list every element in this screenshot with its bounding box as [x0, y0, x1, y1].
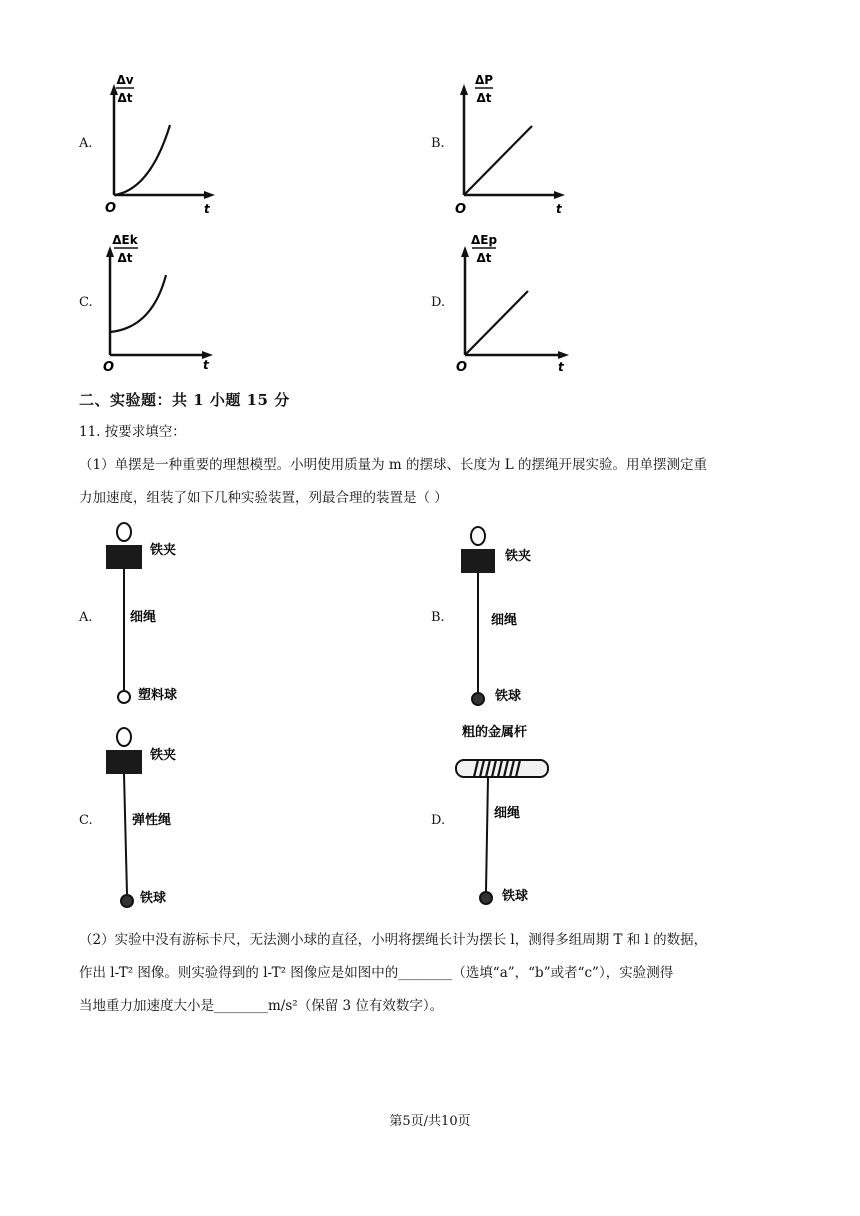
graph-c-curve [110, 275, 166, 332]
apparatus-a-middle-label: 细绳 [130, 610, 157, 625]
graph-d [450, 228, 580, 378]
graph-a-ylabel-den: Δt [117, 91, 133, 105]
page-footer: 第5页/共10页 [389, 1114, 471, 1129]
option-d-label: D. [431, 295, 446, 310]
graph-b-origin: O [455, 202, 467, 217]
graph-b-xlabel: t [556, 202, 562, 216]
graph-c-ylabel-den: Δt [117, 251, 133, 265]
apparatus-d-label: D. [431, 813, 446, 828]
apparatus-a-top-label: 铁夹 [150, 543, 177, 558]
plastic-ball [118, 691, 130, 703]
apparatus-d [450, 718, 570, 918]
graph-a-ylabel-num: Δv [116, 73, 134, 87]
apparatus-c-label: C. [79, 813, 93, 828]
graph-c-xlabel: t [203, 358, 209, 372]
graph-d-xlabel: t [558, 360, 564, 374]
apparatus-a-bottom-label: 塑料球 [138, 688, 178, 703]
apparatus-b-middle-label: 细绳 [491, 613, 518, 628]
graph-b-ylabel-num: ΔP [474, 73, 494, 87]
apparatus-b [455, 522, 565, 722]
string [486, 777, 488, 891]
binder-clip-icon [117, 523, 131, 541]
graph-d-ylabel-den: Δt [476, 251, 492, 265]
graph-b [450, 70, 575, 220]
graph-c [100, 228, 225, 378]
apparatus-b-top-label: 铁夹 [505, 549, 532, 564]
graph-c-origin: O [103, 360, 115, 375]
apparatus-d-middle-label: 细绳 [494, 806, 521, 821]
apparatus-b-label: B. [431, 610, 445, 625]
binder-clip-icon [471, 527, 485, 545]
apparatus-a [100, 518, 210, 718]
apparatus-a-label: A. [79, 610, 93, 625]
option-a-label: A. [79, 136, 93, 151]
graph-b-ylabel-den: Δt [476, 91, 492, 105]
apparatus-b-bottom-label: 铁球 [495, 689, 522, 704]
graph-a-xlabel: t [204, 202, 210, 216]
question-number: 11. 按要求填空： [79, 424, 186, 440]
graph-c-ylabel-num: ΔEk [112, 233, 138, 247]
iron-clamp [106, 750, 142, 774]
question-part2-line1: （2）实验中没有游标卡尺，无法测小球的直径，小明将摆绳长计为摆长 l，测得多组周期 T 和 l 的数据， [79, 932, 708, 948]
iron-ball [121, 895, 133, 907]
graph-a [100, 70, 225, 220]
graph-a-origin: O [105, 201, 117, 216]
apparatus-c-middle-label: 弹性绳 [132, 813, 172, 828]
apparatus-d-bottom-label: 铁球 [502, 889, 529, 904]
graph-d-line [465, 291, 528, 355]
graph-a-curve [114, 125, 170, 195]
elastic-string [124, 774, 127, 894]
apparatus-c [100, 722, 210, 922]
binder-clip-icon [117, 728, 131, 746]
question-part2-line2: 作出 l-T² 图像。则实验得到的 l-T² 图像应是如图中的________（选填“a”，“b”或者“c”），实验测得 [79, 965, 674, 981]
apparatus-c-bottom-label: 铁球 [140, 891, 167, 906]
graph-d-origin: O [456, 360, 468, 375]
iron-clamp [461, 549, 495, 573]
iron-ball [480, 892, 492, 904]
question-part1-line2: 力加速度，组装了如下几种实验装置，列最合理的装置是（ ） [79, 490, 448, 506]
iron-ball [472, 693, 484, 705]
apparatus-c-top-label: 铁夹 [150, 748, 177, 763]
graph-d-ylabel-num: ΔEp [470, 233, 498, 247]
section-title: 二、实验题：共 1 小题 15 分 [79, 391, 290, 409]
iron-clamp [106, 545, 142, 569]
apparatus-d-top-label: 粗的金属杆 [462, 725, 528, 740]
question-part2-line3: 当地重力加速度大小是________m/s²（保留 3 位有效数字）。 [79, 998, 444, 1014]
option-b-label: B. [431, 136, 445, 151]
option-c-label: C. [79, 295, 93, 310]
question-part1-line1: （1）单摆是一种重要的理想模型。小明使用质量为 m 的摆球、长度为 L 的摆绳开展实验。用单摆测定重 [79, 457, 708, 473]
graph-b-line [464, 126, 532, 195]
